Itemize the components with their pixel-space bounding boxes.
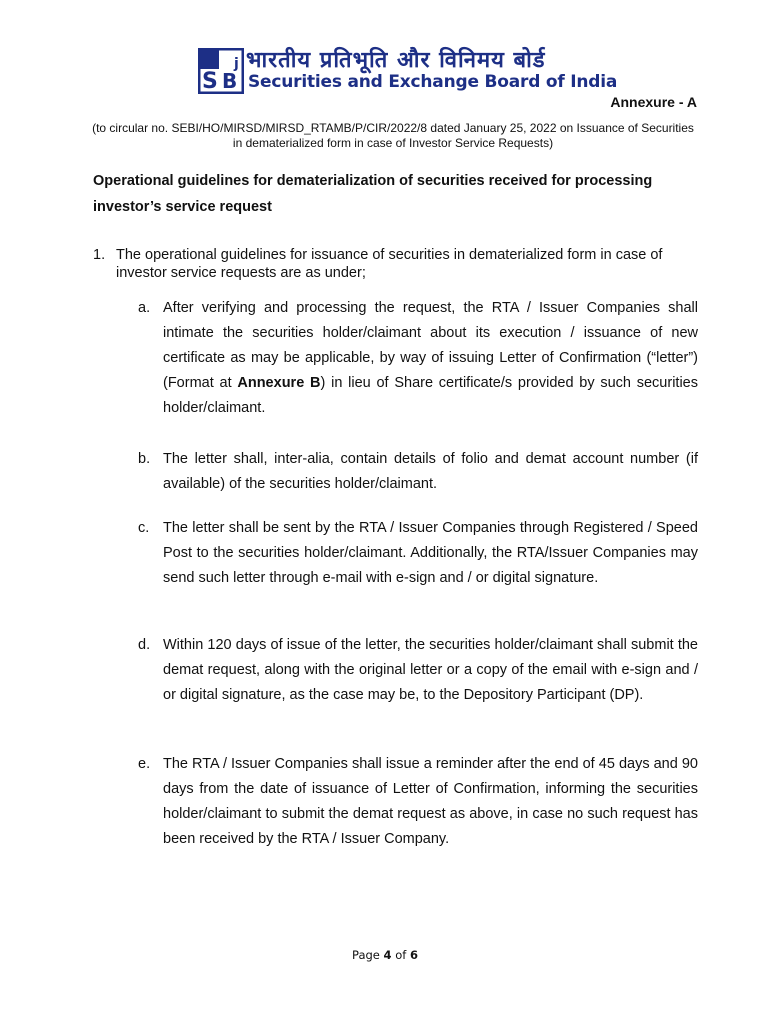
list-item-number: 1. [93,247,106,263]
sub-item-b [138,447,698,497]
sub-item-text: Within 120 days of issue of the letter, the securities holder/claimant shall submit the demat request, along with the original letter or a copy of the email with e-sign and / or digital signature, as the case may be, to the Depository Participant (DP). [163,637,698,703]
sub-item-letter: d. [138,637,151,653]
sub-item-letter: a. [138,300,151,316]
sub-item-text: The letter shall be sent by the RTA / Issuer Companies through Registered / Speed Post to the securities holder/claimant. Additionally, the RTA/Issuer Companies may send such letter through e-mail with e-sign and / or digital signature. [163,520,698,586]
page-title: Operational guidelines for dematerialization of securities received for processing investor’s service request [93,173,653,215]
annexure-b-reference: Annexure B [237,375,321,391]
page-word: Page [352,948,380,962]
sub-item-letter: b. [138,451,151,467]
sub-item-letter: e. [138,756,151,772]
sebi-emblem-icon [198,48,244,94]
current-page-number: 4 [383,948,392,962]
sub-item-c [138,516,698,591]
sub-item-text: The letter shall, inter-alia, contain details of folio and demat account number (if available) of the securities holder/claimant. [163,451,698,492]
sub-item-text-part: After verifying and processing the request, the RTA / Issuer Companies shall intimate the securities holder/claimant about its execution / issuance of new certificate as may be applicable, by way of issuing Letter of Confirmation (“letter”) (Format at [163,300,698,391]
svg-text:S: S [202,69,218,94]
sebi-logo [198,44,618,96]
page-footer [0,948,770,962]
circular-reference: (to circular no. SEBI/HO/MIRSD/MIRSD_RTAMB/P/CIR/2022/8 dated January 25, 2022 on Issuance of Securities in dematerialized form in case of Investor Service Requests) [92,121,694,150]
logo-english-name: Securities and Exchange Board of India [248,72,618,92]
list-item-text: The operational guidelines for issuance of securities in dematerialized form in case of investor service requests are as under; [116,247,663,281]
total-pages-number: 6 [409,948,418,962]
of-word: of [395,948,407,962]
list-item-1 [93,246,698,282]
svg-text:j: j [234,56,239,72]
sub-item-text [163,296,698,421]
sub-item-text-part: ) in lieu of Share certificate/s provided by such securities holder/claimant. [163,375,698,416]
sub-item-e [138,752,698,852]
sub-item-d [138,633,698,708]
svg-text:B: B [222,69,238,93]
annexure-label: Annexure - A [610,94,697,110]
sub-item-letter: c. [138,520,150,536]
sub-item-text: The RTA / Issuer Companies shall issue a reminder after the end of 45 days and 90 days from the date of issuance of Letter of Confirmation, informing the securities holder/claimant to submit the demat request as above, in case no such request has been received by the RTA / Issuer Company. [163,756,698,847]
sub-item-a [138,296,698,421]
logo-hindi-name: भारतीय प्रतिभूति और विनिमय बोर्ड [246,48,546,73]
